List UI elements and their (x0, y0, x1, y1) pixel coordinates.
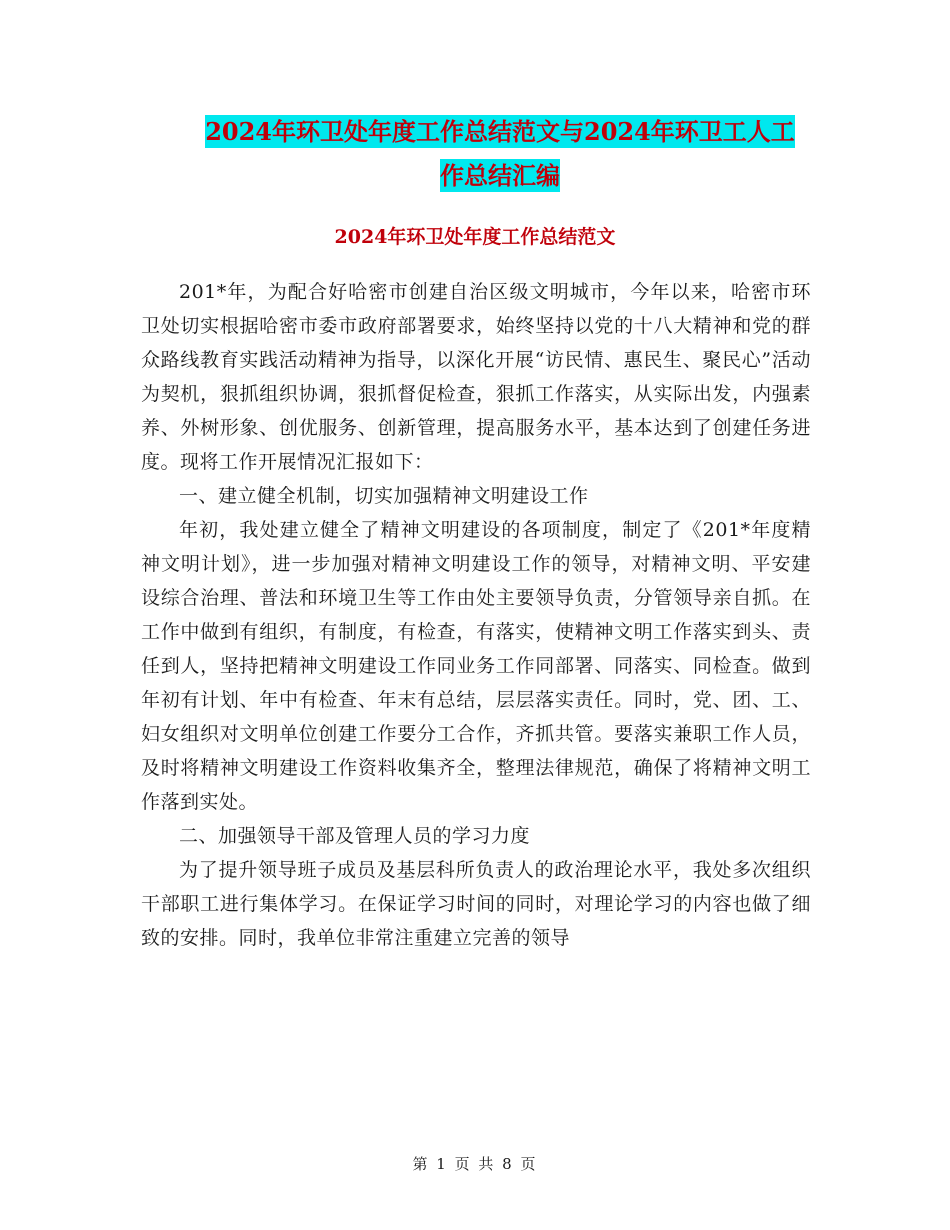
section-title: 2024年环卫处年度工作总结范文 (334, 226, 616, 248)
document-title-line1: 2024年环卫处年度工作总结范文与2024年环卫工人工 (205, 117, 795, 146)
paragraph-section-1: 年初，我处建立健全了精神文明建设的各项制度，制定了《201*年度精神文明计划》，进一步加强对精神文明建设工作的领导，对精神文明、平安建设综合治理、普法和环境卫生等工作由处主要领导负责，分管领导亲自抓。在工作中做到有组织，有制度，有检查，有落实，使精神文明工作落实到头、责任到人，坚持把精神文明建设工作同业务工作同部署、同落实、同检查。做到年初有计划、年中有检查、年末有总结，层层落实责任。同时，党、团、工、妇女组织对文明单位创建工作要分工合作，齐抓共管。要落实兼职工作人员，及时将精神文明建设工作资料收集齐全，整理法律规范，确保了将精神文明工作落到实处。 (141, 519, 811, 813)
heading-section-2: 二、加强领导干部及管理人员的学习力度 (179, 825, 531, 847)
document-body (141, 275, 811, 955)
page-number-footer: 第 1 页 共 8 页 (412, 1155, 538, 1173)
heading-section-1: 一、建立健全机制，切实加强精神文明建设工作 (179, 485, 589, 507)
paragraph-intro: 201*年，为配合好哈密市创建自治区级文明城市，今年以来，哈密市环卫处切实根据哈密市委市政府部署要求，始终坚持以党的十八大精神和党的群众路线教育实践活动精神为指导，以深化开展“访民情、惠民生、聚民心”活动为契机，狠抓组织协调，狠抓督促检查，狠抓工作落实，从实际出发，内强素养、外树形象、创优服务、创新管理，提高服务水平，基本达到了创建任务进度。现将工作开展情况汇报如下： (141, 281, 811, 473)
document-title-line2: 作总结汇编 (440, 161, 560, 190)
paragraph-section-2: 为了提升领导班子成员及基层科所负责人的政治理论水平，我处多次组织干部职工进行集体学习。在保证学习时间的同时，对理论学习的内容也做了细致的安排。同时，我单位非常注重建立完善的领导 (141, 859, 811, 949)
document-title (130, 110, 870, 198)
